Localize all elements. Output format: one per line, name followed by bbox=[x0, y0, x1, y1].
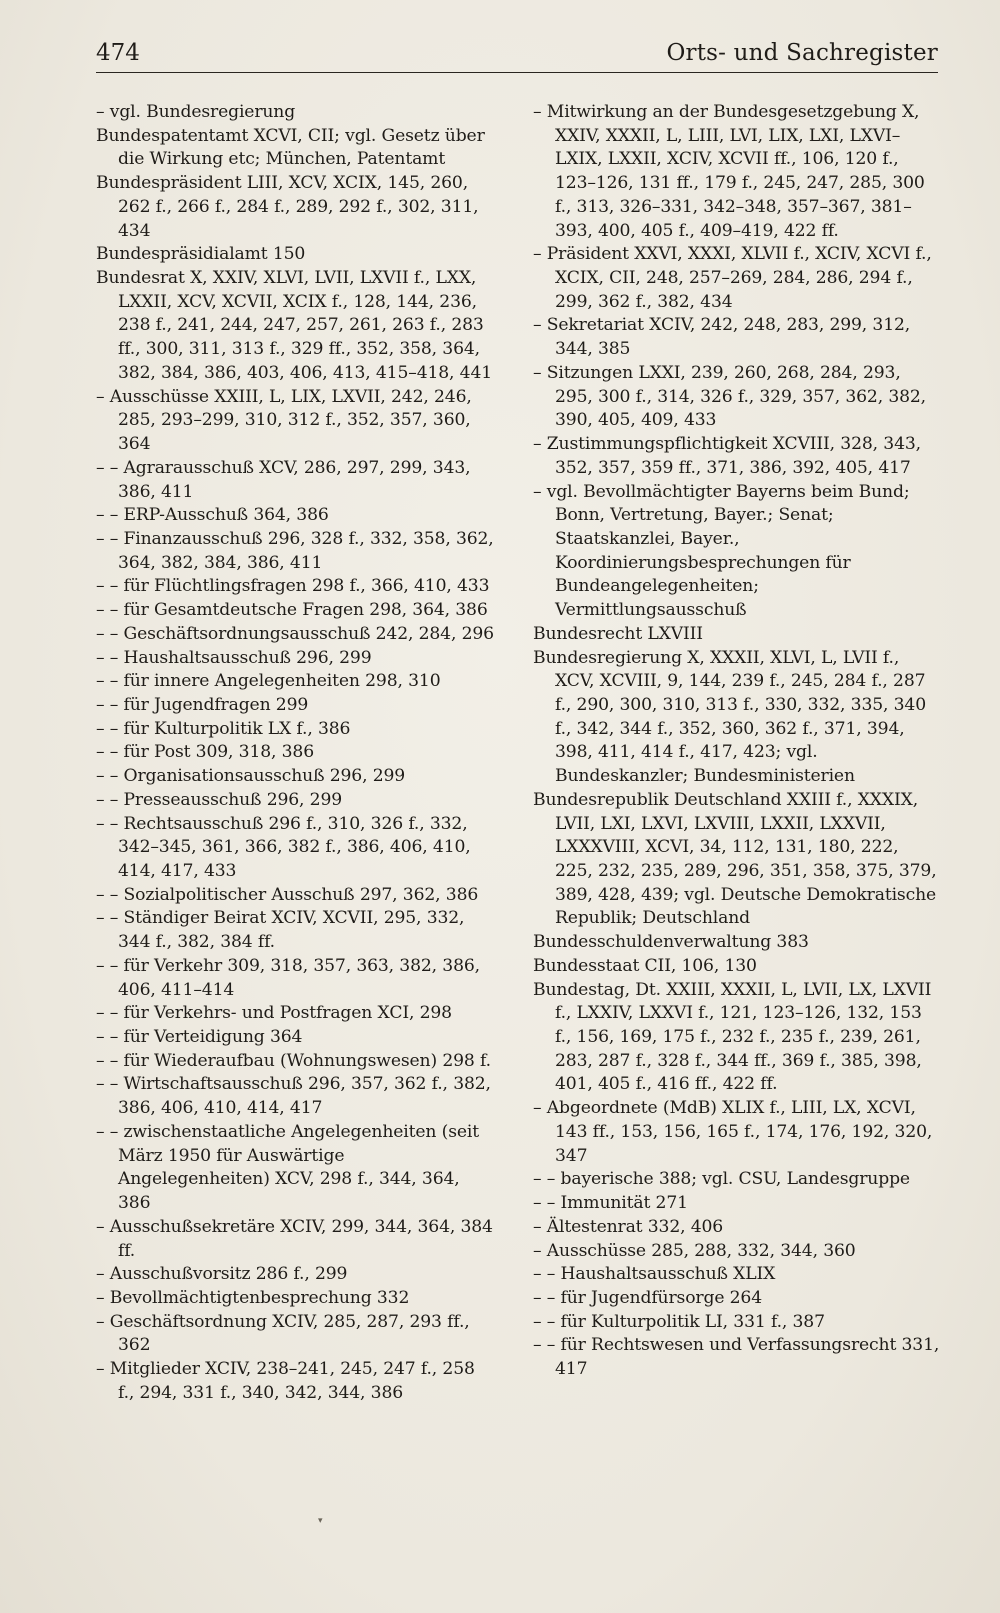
index-entry: – – für Verkehr 309, 318, 357, 363, 382, 386, 406, 411–414 bbox=[96, 955, 480, 1000]
index-entry: – – Rechtsausschuß 296 f., 310, 326 f., 332, 342–345, 361, 366, 382 f., 386, 406, 410, 414, 417, 433 bbox=[96, 813, 471, 881]
index-entry: – – Immunität 271 bbox=[533, 1193, 688, 1214]
index-entry: Bundespräsident LIII, XCV, XCIX, 145, 260, 262 f., 266 f., 284 f., 289, 292 f., 302, 311, 434 bbox=[96, 173, 479, 241]
index-entry: – – für Kulturpolitik LX f., 386 bbox=[96, 718, 351, 739]
index-entry: – – ERP-Ausschuß 364, 386 bbox=[96, 505, 329, 526]
index-entry: – – bayerische 388; vgl. CSU, Landesgruppe bbox=[533, 1169, 910, 1190]
index-entry: – vgl. Bundesregierung bbox=[96, 102, 296, 122]
index-entry: – – für Verkehrs- und Postfragen XCI, 298 bbox=[96, 1003, 452, 1024]
index-entry: – – für innere Angelegenheiten 298, 310 bbox=[96, 671, 441, 692]
index-entry: – – Agrarausschuß XCV, 286, 297, 299, 343, 386, 411 bbox=[96, 457, 471, 502]
index-entry: – Sitzungen LXXI, 239, 260, 268, 284, 293, 295, 300 f., 314, 326 f., 329, 357, 362, 382, 390, 405, 409, 433 bbox=[533, 362, 926, 431]
index-entry: – Ältestenrat 332, 406 bbox=[533, 1216, 724, 1237]
running-head bbox=[96, 38, 938, 73]
index-entry: – – Sozialpolitischer Ausschuß 297, 362, 386 bbox=[96, 884, 479, 905]
section-title: Orts- und Sachregister bbox=[666, 40, 938, 66]
index-entry: Bundesregierung X, XXXII, XLVI, L, LVII f., XCV, XCVIII, 9, 144, 239 f., 245, 284 f., 287 f., 290, 300, 310, 313 f., 330, 332, 335, 340 f., 342, 344 f., 352, 360, 362 f., 371, 394, 398, 411, 414 f., 417, 423; vgl. Bundeskanzler; Bundesministerien bbox=[533, 647, 926, 787]
index-entry: – – für Gesamtdeutsche Fragen 298, 364, 386 bbox=[96, 600, 488, 621]
index-entry: Bundesschuldenverwaltung 383 bbox=[533, 932, 809, 953]
index-entry: – Abgeordnete (MdB) XLIX f., LIII, LX, XCVI, 143 ff., 153, 156, 165 f., 174, 176, 192, 320, 347 bbox=[533, 1098, 933, 1166]
index-entry: Bundesrat X, XXIV, XLVI, LVII, LXVII f., LXX, LXXII, XCV, XCVII, XCIX f., 128, 144, 236, 238 f., 241, 244, 247, 257, 261, 263 f., 283 ff., 300, 311, 313 f., 329 ff., 352, 358, 364, 382, 384, 386, 403, 406, 413, 415–418, 441 bbox=[96, 268, 493, 383]
index-entry: – Geschäftsordnung XCIV, 285, 287, 293 ff., 362 bbox=[96, 1311, 470, 1356]
index-entry: Bundesrecht LXVIII bbox=[533, 623, 703, 644]
index-entry: – – für Flüchtlingsfragen 298 f., 366, 410, 433 bbox=[96, 576, 490, 597]
index-entry: – Mitwirkung an der Bundesgesetzgebung X, XXIV, XXXII, L, LIII, LVI, LIX, LXI, LXVI–LXIX, LXXII, XCIV, XCVII ff., 106, 120 f., 123–126, 131 ff., 179 f., 245, 247, 285, 300 f., 313, 326–331, 342–348, 357–367, 381–393, 400, 405 f., 409–419, 422 ff. bbox=[533, 102, 925, 241]
index-entry: – Bevollmächtigtenbesprechung 332 bbox=[96, 1287, 410, 1308]
index-entry: Bundesrepublik Deutschland XXIII f., XXXIX, LVII, LXI, LXVI, LXVIII, LXXII, LXXVII, LXXXVIII, XCVI, 34, 112, 131, 180, 222, 225, 232, 235, 289, 296, 351, 358, 375, 379, 389, 428, 439; vgl. Deutsche Demokratische Republik; Deutschland bbox=[533, 789, 937, 929]
index-entry: – Zustimmungspflichtigkeit XCVIII, 328, 343, 352, 357, 359 ff., 371, 386, 392, 405, 417 bbox=[533, 434, 921, 478]
index-entry: – – Presseausschuß 296, 299 bbox=[96, 789, 343, 810]
index-column-right bbox=[533, 101, 941, 1382]
page-number: 474 bbox=[96, 40, 140, 66]
index-entry: – – Ständiger Beirat XCIV, XCVII, 295, 332, 344 f., 382, 384 ff. bbox=[96, 908, 465, 953]
index-entry: – Sekretariat XCIV, 242, 248, 283, 299, 312, 344, 385 bbox=[533, 315, 911, 360]
index-entry: – – für Kulturpolitik LI, 331 f., 387 bbox=[533, 1311, 825, 1332]
index-entry: Bundesstaat CII, 106, 130 bbox=[533, 955, 757, 976]
index-entry: – – für Jugendfürsorge 264 bbox=[533, 1287, 763, 1308]
index-entry: – – für Post 309, 318, 386 bbox=[96, 742, 315, 763]
index-entry: – – für Jugendfragen 299 bbox=[96, 694, 309, 715]
index-entry: – Ausschüsse XXIII, L, LIX, LXVII, 242, 246, 285, 293–299, 310, 312 f., 352, 357, 360, 364 bbox=[96, 386, 472, 455]
index-entry: – Ausschußsekretäre XCIV, 299, 344, 364, 384 ff. bbox=[96, 1216, 493, 1261]
index-entry: – – Geschäftsordnungsausschuß 242, 284, 296 bbox=[96, 623, 494, 644]
index-entry: – Mitglieder XCIV, 238–241, 245, 247 f., 258 f., 294, 331 f., 340, 342, 344, 386 bbox=[96, 1359, 475, 1403]
index-column-left bbox=[96, 101, 496, 1406]
index-entry: – Ausschüsse 285, 288, 332, 344, 360 bbox=[533, 1240, 856, 1261]
index-entry: – – für Rechtswesen und Verfassungsrecht 331, 417 bbox=[533, 1335, 940, 1380]
index-entry: – – zwischenstaatliche Angelegenheiten (seit März 1950 für Auswärtige Angelegenheiten) XCV, 298 f., 344, 364, 386 bbox=[96, 1121, 480, 1214]
index-entry: Bundespatentamt XCVI, CII; vgl. Gesetz über die Wirkung etc; München, Patentamt bbox=[96, 125, 485, 170]
index-entry: – – für Wiederaufbau (Wohnungswesen) 298 f. bbox=[96, 1050, 491, 1071]
index-entry: Bundestag, Dt. XXIII, XXXII, L, LVII, LX, LXVII f., LXXIV, LXXVI f., 121, 123–126, 132, 153 f., 156, 169, 175 f., 232 f., 235 f., 239, 261, 283, 287 f., 328 f., 344 ff., 369 f., 385, 398, 401, 405 f., 416 ff., 422 ff. bbox=[533, 979, 932, 1095]
index-entry: – – Finanzausschuß 296, 328 f., 332, 358, 362, 364, 382, 384, 386, 411 bbox=[96, 528, 494, 573]
index-entry: – – für Verteidigung 364 bbox=[96, 1027, 303, 1048]
index-entry: – Ausschußvorsitz 286 f., 299 bbox=[96, 1264, 348, 1285]
index-entry: – – Haushaltsausschuß 296, 299 bbox=[96, 647, 372, 668]
page-speck: ▾ bbox=[318, 1516, 323, 1526]
index-entry: – – Organisationsausschuß 296, 299 bbox=[96, 766, 406, 787]
index-entry: – vgl. Bevollmächtigter Bayerns beim Bund; Bonn, Vertretung, Bayer.; Senat; Staatskanzlei, Bayer., Koordinierungsbesprechungen für Bundeangelegenheiten; Vermittlungsausschuß bbox=[533, 481, 910, 621]
index-entry: – – Wirtschaftsausschuß 296, 357, 362 f., 382, 386, 406, 410, 414, 417 bbox=[96, 1074, 491, 1119]
index-entry: Bundespräsidialamt 150 bbox=[96, 244, 306, 265]
index-entry: – Präsident XXVI, XXXI, XLVII f., XCIV, XCVI f., XCIX, CII, 248, 257–269, 284, 286, 294 f., 299, 362 f., 382, 434 bbox=[533, 244, 932, 312]
index-entry: – – Haushaltsausschuß XLIX bbox=[533, 1264, 776, 1285]
